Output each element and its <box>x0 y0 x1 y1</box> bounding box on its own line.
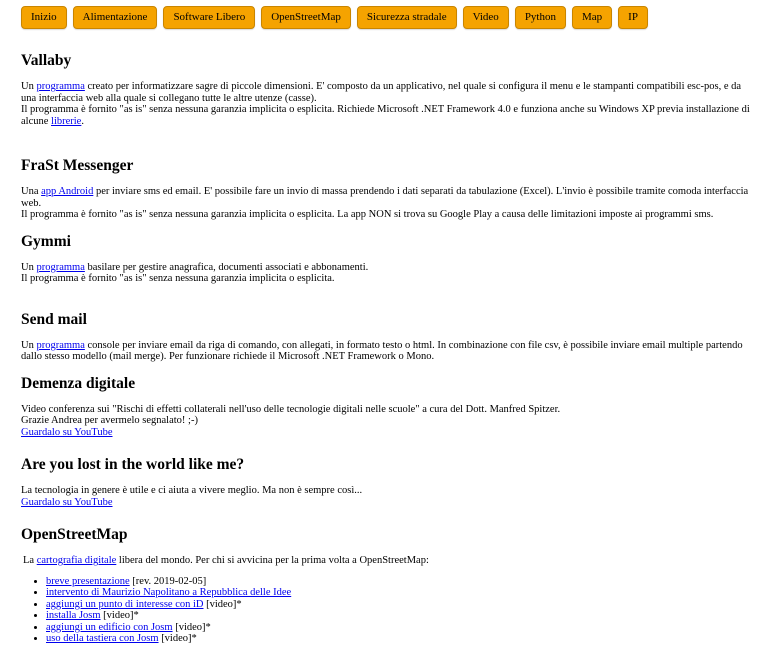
section-demenza-digitale <box>21 375 751 439</box>
youtube-link[interactable]: Guardalo su YouTube <box>21 496 113 508</box>
section-lost-in-the-world <box>21 456 751 508</box>
nav-ip[interactable]: IP <box>618 6 648 29</box>
section-send-mail <box>21 311 751 363</box>
app-android-link[interactable]: app Android <box>41 186 94 197</box>
osm-resource-link[interactable]: installa Josm <box>46 610 101 621</box>
section-text: Grazie Andrea per avermelo segnalato! ;-) <box>21 415 198 426</box>
section-text: La cartografia digitale libera del mondo. Per chi si avvicina per la prima volta a OpenStreetMap: <box>23 555 429 566</box>
section-text: Video conferenza sui "Rischi di effetti collaterali nell'uso delle tecnologie digitali nelle scuole" a cura del Dott. Manfred Spitzer. <box>21 403 561 415</box>
osm-resource-link[interactable]: intervento di Maurizio Napolitano a Repubblica delle Idee <box>46 587 292 598</box>
nav-software-libero[interactable]: Software Libero <box>163 6 255 29</box>
nav-map[interactable]: Map <box>572 6 612 29</box>
programma-link[interactable]: programma <box>36 339 85 351</box>
list-item: • installa Josm [video]* <box>46 610 751 622</box>
osm-resource-list <box>21 576 751 645</box>
section-title: FraSt Messenger <box>21 157 134 174</box>
top-navigation <box>21 6 648 29</box>
section-text: Un programma console per inviare email da riga di comando, con allegati, in formato testo o html. In combinazione con file csv, è possibile inviare email multiple partendo dallo stesso modello (mail merge). Per funzionare richiede il Microsoft .NET Framework o Mono. <box>21 339 743 362</box>
section-title: Vallaby <box>21 52 72 69</box>
list-item <box>46 587 751 599</box>
section-text: Una app Android per inviare sms ed email. E' possibile fare un invio di massa prendendo i dati separati da tabulazione (Excel). L'invio è possibile tramite comoda interfaccia web. <box>21 186 749 209</box>
section-title: Demenza digitale <box>21 374 136 392</box>
section-text: Un programma creato per informatizzare sagre di piccole dimensioni. E' composto da un applicativo, nel quale si configura il menu e le stampanti compatibili esc-pos, e da una interfaccia web alla quale si collegano tutte le altre utenze (casse). <box>21 81 742 104</box>
section-gymmi <box>21 233 751 285</box>
section-title: OpenStreetMap <box>21 526 128 543</box>
nav-inizio[interactable]: Inizio <box>21 6 67 29</box>
librerie-link[interactable]: librerie <box>51 115 82 127</box>
section-text: Il programma è fornito "as is" senza nessuna garanzia implicita o esplicita. <box>21 273 335 284</box>
osm-resource-link[interactable]: aggiungi un edificio con Josm <box>46 621 173 633</box>
nav-alimentazione[interactable]: Alimentazione <box>73 6 158 29</box>
main-content <box>21 52 751 645</box>
youtube-link[interactable]: Guardalo su YouTube <box>21 426 113 438</box>
nav-openstreetmap[interactable]: OpenStreetMap <box>261 6 351 29</box>
list-item: • uso della tastiera con Josm [video]* <box>46 633 751 645</box>
nav-video[interactable]: Video <box>463 6 509 29</box>
nav-sicurezza-stradale[interactable]: Sicurezza stradale <box>357 6 457 29</box>
section-text: Un programma basilare per gestire anagrafica, documenti associati e abbonamenti. <box>21 261 369 273</box>
osm-resource-link[interactable]: uso della tastiera con Josm <box>46 633 159 644</box>
osm-resource-link[interactable]: breve presentazione <box>46 575 130 587</box>
list-item: • aggiungi un punto di interesse con iD [video]* <box>46 599 751 611</box>
section-text: La tecnologia in genere è utile e ci aiuta a vivere meglio. Ma non è sempre così... <box>21 485 363 496</box>
section-openstreetmap <box>21 526 751 645</box>
programma-link[interactable]: programma <box>36 81 85 92</box>
section-frast-messenger <box>21 157 751 221</box>
osm-resource-link[interactable]: aggiungi un punto di interesse con iD <box>46 598 204 610</box>
section-title: Are you lost in the world like me? <box>21 456 245 473</box>
section-vallaby <box>21 52 751 127</box>
section-title: Gymmi <box>21 232 71 250</box>
section-text: Il programma è fornito "as is" senza nessuna garanzia implicita o esplicita. Richiede Microsoft .NET Framework 4.0 e funziona anche su Windows XP previa installazione di alcune librerie. <box>21 104 750 127</box>
list-item: • aggiungi un edificio con Josm [video]* <box>46 622 751 634</box>
section-text: Il programma è fornito "as is" senza nessuna garanzia implicita o esplicita. La app NON si trova su Google Play a causa delle limitazioni imposte ai programmi sms. <box>21 209 714 220</box>
nav-python[interactable]: Python <box>515 6 566 29</box>
programma-link[interactable]: programma <box>36 261 85 273</box>
list-item: • breve presentazione [rev. 2019-02-05] <box>46 576 751 588</box>
cartografia-digitale-link[interactable]: cartografia digitale <box>36 555 117 566</box>
section-title: Send mail <box>21 310 87 328</box>
